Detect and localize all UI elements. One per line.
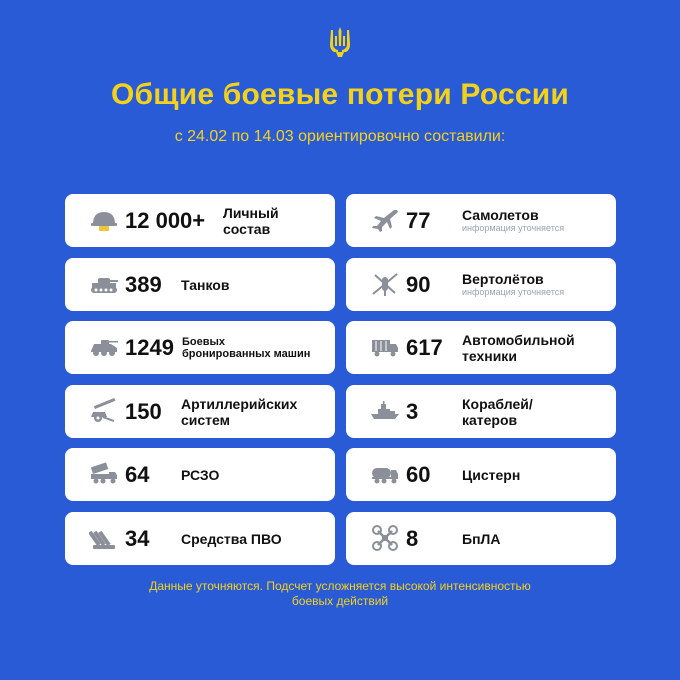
stat-label: Средства ПВО [181, 530, 282, 547]
artillery-icon [89, 398, 119, 424]
stat-label: Личный состав [223, 204, 279, 237]
stat-label: Самолетов информация уточняется [462, 207, 565, 233]
stat-value: 3 [406, 399, 419, 424]
stat-label: Цистерн [462, 466, 521, 483]
stat-label: БпЛА [462, 530, 501, 547]
stat-value: 389 [125, 272, 162, 297]
trident-icon [328, 26, 352, 58]
stat-card-mlrs [65, 448, 335, 501]
stat-value: 90 [406, 272, 431, 297]
stat-value: 34 [125, 526, 150, 551]
stat-card-air-defense [65, 512, 335, 565]
stat-label: Танков [181, 276, 230, 293]
info-note: информация уточняется [462, 287, 565, 297]
info-note: информация уточняется [462, 223, 565, 233]
stat-card-ships [346, 385, 616, 438]
stat-label: РСЗО [181, 466, 220, 483]
stat-label: Кораблей/ катеров [462, 395, 533, 428]
mlrs-icon [89, 461, 119, 487]
stat-card-personnel [65, 194, 335, 247]
stat-value: 150 [125, 399, 162, 424]
stat-card-drones [346, 512, 616, 565]
jet-icon [370, 207, 400, 233]
stat-card-tanks [65, 258, 335, 311]
stat-label: Автомобильной техники [462, 331, 575, 364]
stat-label: Боевых бронированных машин [182, 335, 311, 360]
stat-card-tankers [346, 448, 616, 501]
stat-value: 77 [406, 208, 431, 233]
stat-value: 60 [406, 462, 431, 487]
page-subtitle: с 24.02 по 14.03 ориентировочно составили: [174, 128, 506, 145]
helicopter-icon [370, 271, 400, 297]
stat-value: 64 [125, 462, 150, 487]
armored-vehicle-icon [89, 334, 119, 360]
stat-card-aircraft [346, 194, 616, 247]
page-title: Общие боевые потери России [110, 78, 570, 111]
stat-card-artillery [65, 385, 335, 438]
stat-value: 12 000+ [125, 208, 206, 233]
helmet-icon [89, 207, 119, 233]
stat-label: Артиллерийских систем [181, 395, 298, 428]
air-defense-icon [89, 525, 119, 551]
tanker-icon [370, 461, 400, 487]
stat-label: Вертолётов информация уточняется [462, 271, 565, 297]
drone-icon [370, 525, 400, 551]
stat-card-vehicles [346, 321, 616, 374]
stat-card-helicopters [346, 258, 616, 311]
stat-value: 617 [406, 335, 443, 360]
tank-icon [89, 271, 119, 297]
ship-icon [370, 398, 400, 424]
footer-note: Данные уточняются. Подсчет усложняется высокой интенсивностью боевых действий [149, 579, 531, 608]
truck-icon [370, 334, 400, 360]
stat-card-armored [65, 321, 335, 374]
stat-value: 1249 [125, 335, 174, 360]
stat-value: 8 [406, 526, 419, 551]
